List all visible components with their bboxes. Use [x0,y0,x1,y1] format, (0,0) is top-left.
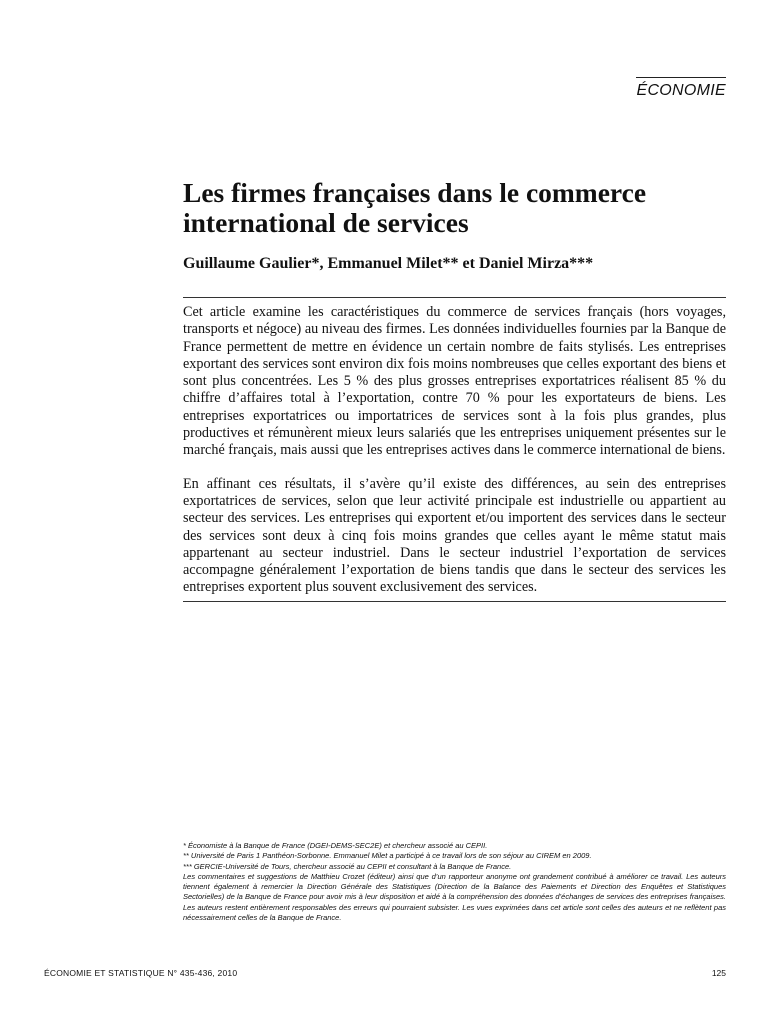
footnote-3: *** GERCIE-Université de Tours, chercheur associé au CEPII et consultant à la Banque de France. [183,861,512,871]
journal-reference: ÉCONOMIE ET STATISTIQUE N° 435-436, 2010 [44,968,238,978]
abstract-paragraph-2: En affinant ces résultats, il s’avère qu’il existe des différences, au sein des entreprises exportatrices de services, selon que leur activité principale est industrielle ou appartient au secteur des services. Les entreprises qui exportent et/ou importent des services dans le secteur des services sont deux à cinq fois moins grandes que celles ayant le même statut mais appartenant au secteur industriel. Dans le secteur industriel l’exportation de services accompagne généralement l’exportation de biens tandis que dans le secteur des services les entreprises exportent plus souvent exclusivement des services. [183,475,726,596]
author-list: Guillaume Gaulier*, Emmanuel Milet** et Daniel Mirza*** [183,255,594,272]
footnote-acknowledgements: Les commentaires et suggestions de Matthieu Crozet (éditeur) ainsi que d’un rapporteur anonyme ont grandement contribué à améliorer ce travail. Les auteurs tiennent également à remercier la Direction Générale des Statistiques (Direction de la Balance des Paiements et Direction des Enquêtes et Statistiques Sectorielles) de la Banque de France pour avoir mis à leur disposition et aidé à la compréhension des données d’échanges de services des entreprises françaises. Les auteurs restent entièrement responsables des erreurs qui pourraient subsister. Les vues exprimées dans cet article sont celles des auteurs et ne reflètent pas nécessairement celles de la Banque de France. [183,871,726,923]
footnote-1: * Économiste à la Banque de France (DGEI-DEMS-SEC2E) et chercheur associé au CEPII. [183,841,488,850]
article-title: Les firmes françaises dans le commerce international de services [183,177,647,238]
section-label: ÉCONOMIE [636,77,726,100]
abstract-paragraph-1: Cet article examine les caractéristiques du commerce de services français (hors voyages, transports et négoce) au niveau des firmes. Les données individuelles fournies par la Banque de France permettent de mettre en évidence un certain nombre de faits stylisés. Les entreprises exportant des services sont environ dix fois moins nombreuses que celles exportant des biens et sont plus concentrées. Les 5 % des plus grosses entreprises exportatrices réalisent 85 % du chiffre d’affaires total à l’exportation, contre 70 % pour les exportateurs de biens. Les entreprises exportatrices ou importatrices de services sont à la fois plus grandes, plus productives et rémunèrent mieux leurs salariés que les entreprises uniquement présentes sur le marché français, mais aussi que les entreprises actives dans le commerce international de biens. [183,304,726,459]
page-number: 125 [711,968,726,978]
footnote-2: ** Université de Paris 1 Panthéon-Sorbonne. Emmanuel Milet a participé à ce travail lors de son séjour au CIREM en 2009. [183,851,592,861]
footnotes [183,841,726,923]
abstract [183,297,726,602]
